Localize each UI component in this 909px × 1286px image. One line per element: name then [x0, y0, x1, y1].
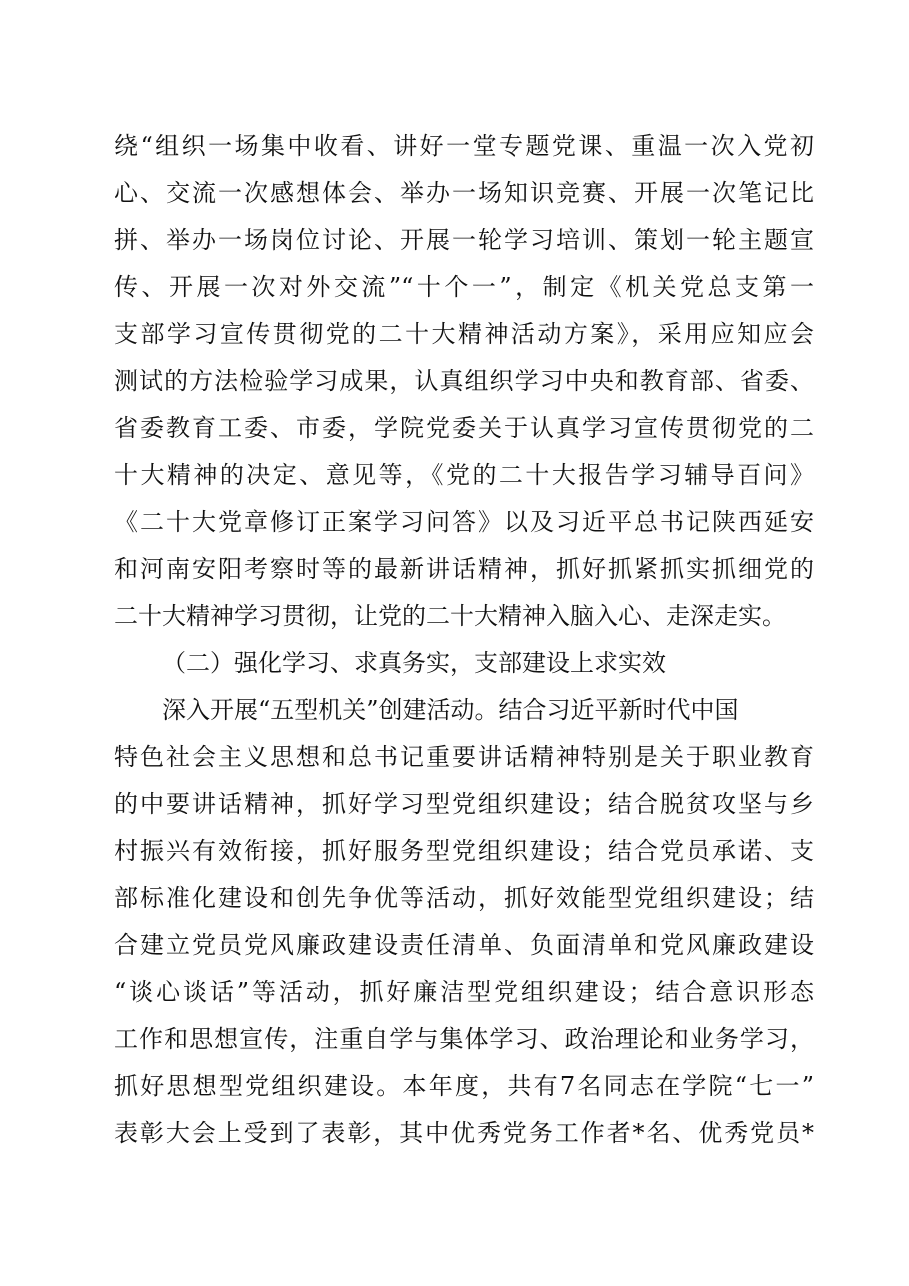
paragraph-line: 二十大精神学习贯彻，让党的二十大精神入脑入心、走深走实。: [114, 602, 786, 630]
paragraph-line: “谈心谈话”等活动，抓好廉洁型党组织建设；结合意识形态: [114, 978, 814, 1006]
paragraph-line: 抓好思想型党组织建设。本年度，共有7名同志在学院“七一”: [114, 1072, 814, 1100]
paragraph-line: 深入开展“五型机关”创建活动。结合习近平新时代中国: [162, 696, 739, 724]
section-heading: （二）强化学习、求真务实，支部建设上求实效: [162, 649, 666, 677]
paragraph-line: 心、交流一次感想体会、举办一场知识竞赛、开展一次笔记比: [114, 179, 814, 207]
paragraph-line: 绕“组织一场集中收看、讲好一堂专题党课、重温一次入党初: [114, 132, 814, 160]
document-body: [114, 123, 814, 1157]
paragraph-line: 传、开展一次对外交流”“十个一”，制定《机关党总支第一: [114, 273, 814, 301]
paragraph-line: 十大精神的决定、意见等，《党的二十大报告学习辅导百问》: [114, 461, 814, 489]
paragraph-2: [114, 687, 814, 1157]
paragraph-1: [114, 123, 814, 640]
paragraph-line: 测试的方法检验学习成果，认真组织学习中央和教育部、省委、: [114, 367, 814, 395]
paragraph-line: 工作和思想宣传，注重自学与集体学习、政治理论和业务学习，: [114, 1025, 814, 1053]
paragraph-line: 特色社会主义思想和总书记重要讲话精神特别是关于职业教育: [114, 743, 814, 771]
paragraph-line: 《二十大党章修订正案学习问答》以及习近平总书记陕西延安: [114, 508, 814, 536]
paragraph-line: 省委教育工委、市委，学院党委关于认真学习宣传贯彻党的二: [114, 414, 814, 442]
paragraph-line: 和河南安阳考察时等的最新讲话精神，抓好抓紧抓实抓细党的: [114, 555, 814, 583]
paragraph-line: 拼、举办一场岗位讨论、开展一轮学习培训、策划一轮主题宣: [114, 226, 814, 254]
paragraph-line: 表彰大会上受到了表彰，其中优秀党务工作者*名、优秀党员*: [114, 1119, 814, 1147]
paragraph-line: 村振兴有效衔接，抓好服务型党组织建设；结合党员承诺、支: [114, 837, 814, 865]
paragraph-line: 合建立党员党风廉政建设责任清单、负面清单和党风廉政建设: [114, 931, 814, 959]
paragraph-line: 支部学习宣传贯彻党的二十大精神活动方案》，采用应知应会: [114, 320, 814, 348]
paragraph-line: 的中要讲话精神，抓好学习型党组织建设；结合脱贫攻坚与乡: [114, 790, 814, 818]
paragraph-line: 部标准化建设和创先争优等活动，抓好效能型党组织建设；结: [114, 884, 814, 912]
